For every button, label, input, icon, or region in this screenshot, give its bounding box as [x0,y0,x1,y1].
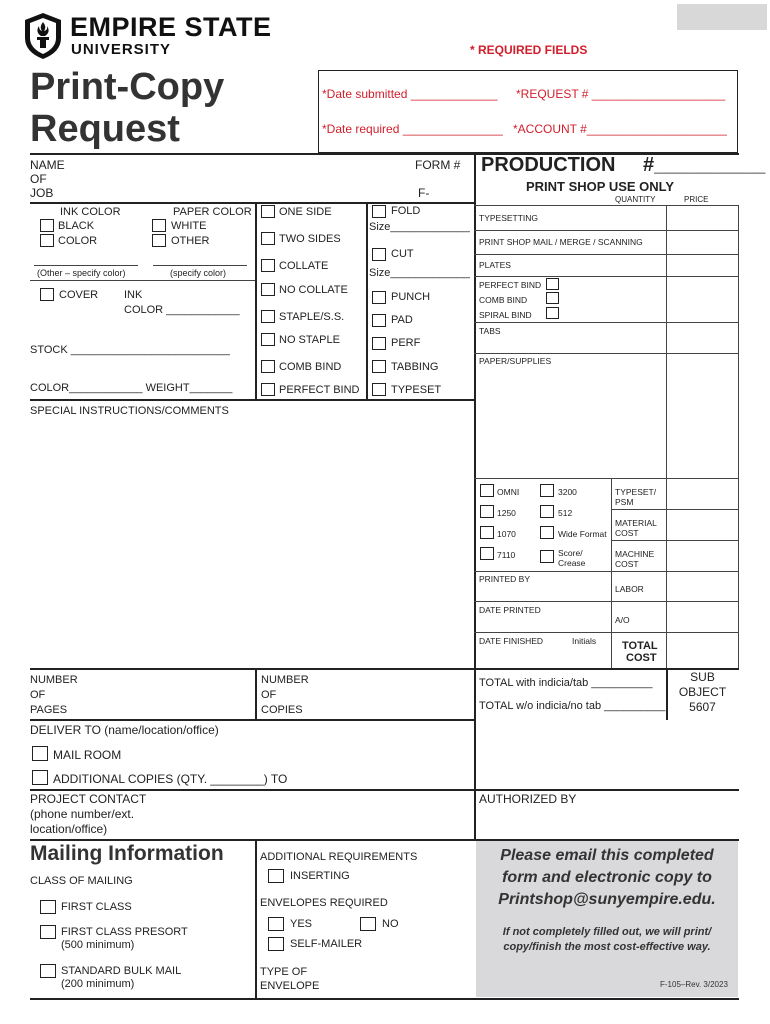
rule-bottom [30,998,739,1000]
date-required-field[interactable]: *Date required _______________ [322,122,503,136]
512-checkbox[interactable] [540,505,554,518]
collate-checkbox[interactable] [261,259,275,272]
7110-checkbox[interactable] [480,547,494,560]
fold-label: FOLD [391,205,421,217]
total-label2: COST [626,652,657,664]
punch-label: PUNCH [391,291,431,303]
omni-checkbox[interactable] [480,484,494,497]
number-of-pages-label: NUMBER OF PAGES [30,674,78,716]
1250-label: 1250 [497,508,516,518]
ao-label: A/O [615,615,630,625]
total-no-indicia-field[interactable]: TOTAL w/o indicia/no tab __________ [479,700,666,712]
total-indicia-field[interactable]: TOTAL with indicia/tab __________ [479,677,653,689]
first-class-presort-checkbox[interactable] [40,925,56,939]
yes-checkbox[interactable] [268,917,284,931]
production-title: PRODUCTION [481,154,616,176]
right-border [738,205,739,668]
envelopes-required-label: ENVELOPES REQUIRED [260,897,388,909]
mailing-title: Mailing Information [30,842,224,865]
prod-header-line [474,205,739,206]
cut-label: CUT [391,248,414,260]
rule-contact-top [30,789,739,791]
logo-icon [24,12,62,60]
self-mailer-label: SELF-MAILER [290,938,363,950]
two-sides-checkbox[interactable] [261,232,275,245]
mail-room-checkbox[interactable] [32,746,48,761]
corner-box [677,4,767,30]
pad-label: PAD [391,314,413,326]
date-submitted-field[interactable]: *Date submitted _____________ [322,87,498,101]
date-finished-label: DATE FINISHED [479,636,544,646]
material-label2: COST [615,528,639,538]
machine-label1: MACHINE [615,549,655,559]
typeset-checkbox[interactable] [372,383,386,396]
perfect-bind-label: PERFECT BIND [279,384,360,396]
ink-color-field[interactable]: COLOR ____________ [124,304,240,316]
cut-checkbox[interactable] [372,248,386,261]
no-checkbox[interactable] [360,917,376,931]
production-number[interactable]: #__________ [643,154,766,176]
score-crease-checkbox[interactable] [540,550,554,563]
ink-label: INK [124,289,143,301]
shop-use-label: PRINT SHOP USE ONLY [526,179,675,194]
spiral-bind-prod-checkbox[interactable] [546,307,559,319]
white-checkbox[interactable] [152,219,166,232]
fold-size-field[interactable]: Size_____________ [369,221,470,233]
rule-col2 [366,202,368,400]
first-class-presort-label: FIRST CLASS PRESORT [61,926,188,938]
color-divider [30,280,255,281]
email-address[interactable]: Printshop@sunyempire.edu. [498,891,716,908]
staple-s-s-checkbox[interactable] [261,310,275,323]
mail-room-label: MAIL ROOM [53,748,122,762]
other-color-line[interactable] [34,265,138,266]
ink-color-label: INK COLOR [60,206,121,218]
prod-line-5 [474,353,739,354]
specify-color-label: (specify color) [170,268,227,278]
required-fields: * REQUIRED FIELDS [470,43,588,57]
rule-col1 [255,202,257,400]
rule-name-bottom [30,202,474,204]
inserting-checkbox[interactable] [268,869,284,883]
labor-label: LABOR [615,584,644,594]
comb-bind-checkbox[interactable] [261,360,275,373]
sub-object-label: SUB OBJECT 5607 [678,670,727,714]
prod-line-7 [474,571,739,572]
tabbing-label: TABBING [391,361,439,373]
email-instruction: Please email this completed form and electronic copy to Printshop@sunyempire.edu. [476,845,738,911]
collate-label: COLLATE [279,260,329,272]
paper-supplies-label: PAPER/SUPPLIES [479,356,552,366]
cost-value-line [666,478,667,668]
color-label: COLOR [58,235,98,247]
3200-label: 3200 [558,487,577,497]
cut-size-field[interactable]: Size_____________ [369,267,470,279]
perf-label: PERF [391,337,421,349]
cover-checkbox[interactable] [40,288,54,301]
no-collate-checkbox[interactable] [261,283,275,296]
initials-label: Initials [572,636,597,646]
form-f-label[interactable]: F- [418,186,430,200]
one-side-label: ONE SIDE [279,206,332,218]
rule-top [30,153,739,155]
typeset-psm-label1: TYPESET/ [615,487,657,497]
presort-minimum-label: (500 minimum) [61,939,135,951]
prod-line-6 [474,478,739,479]
paper-color-label: PAPER COLOR [173,206,252,218]
total-label1: TOTAL [622,640,658,652]
prod-line-9 [474,632,739,633]
authorized-by-label: AUTHORIZED BY [479,792,577,806]
omni-label: OMNI [497,487,520,497]
machine-label2: COST [615,559,639,569]
first-class-checkbox[interactable] [40,900,56,914]
prod-line-3 [474,276,739,277]
rule-options-bottom [30,399,474,401]
prod-line-2 [474,254,739,255]
specify-color-line[interactable] [153,265,247,266]
rule-special-bottom [30,668,739,670]
qty-column-line [666,205,667,478]
rule-counts-bottom [30,719,474,721]
request-number-field[interactable]: *REQUEST # ____________________ [516,87,726,101]
standard-bulk-label: STANDARD BULK MAIL [61,965,182,977]
1070-checkbox[interactable] [480,526,494,539]
tabs-label: TABS [479,326,501,336]
cover-label: COVER [59,289,99,301]
white-label: WHITE [171,220,207,232]
rule-pages-copies [255,668,257,720]
two-sides-label: TWO SIDES [279,233,341,245]
1250-checkbox[interactable] [480,505,494,518]
standard-bulk-checkbox[interactable] [40,964,56,978]
email-note: If not completely filled out, we will print/ copy/finish the most cost-effective way. [502,926,712,953]
prod-line-4 [474,322,739,323]
black-label: BLACK [58,220,95,232]
no-staple-checkbox[interactable] [261,333,275,346]
price-header: PRICE [684,195,709,204]
black-checkbox[interactable] [40,219,54,232]
color-weight-field[interactable]: COLOR____________ WEIGHT_______ [30,382,233,394]
additional-copies-field[interactable]: ADDITIONAL COPIES (QTY. ________) TO [53,772,288,786]
score-label: Score/ [558,548,583,558]
perfect-bind-prod-checkbox[interactable] [546,278,559,290]
perf-checkbox[interactable] [372,337,386,350]
bulk-minimum-label: (200 minimum) [61,978,135,990]
crease-label: Crease [558,558,586,568]
rule-main-vertical [474,153,476,840]
additional-copies-checkbox[interactable] [32,770,48,785]
staple-s-s-label: STAPLE/S.S. [279,311,345,323]
request-box [318,70,738,153]
inserting-label: INSERTING [290,870,350,882]
self-mailer-checkbox[interactable] [268,937,284,951]
perfect-bind-checkbox[interactable] [261,383,275,396]
first-class-label: FIRST CLASS [61,901,132,913]
logo-sub-text: UNIVERSITY [71,41,172,58]
form-number-label: FORM # [415,158,461,172]
material-label1: MATERIAL [615,518,657,528]
page-title-line2: Request [30,108,180,150]
number-of-copies-label: NUMBER OF COPIES [261,674,309,716]
wide-format-label: Wide Format [558,529,607,539]
comb-bind-label: COMB BIND [479,295,528,305]
punch-checkbox[interactable] [372,291,386,304]
7110-label: 7110 [497,550,516,560]
plates-label: PLATES [479,260,511,270]
page-title-line1: Print-Copy [30,66,225,108]
other-checkbox[interactable] [152,234,166,247]
comb-bind-prod-checkbox[interactable] [546,292,559,304]
prod-line-1 [474,230,739,231]
typeset-label: TYPESET [391,384,442,396]
mail-merge-label: PRINT SHOP MAIL / MERGE / SCANNING [479,237,643,247]
cost-line-1 [611,509,739,510]
type-of-envelope-label: TYPE OF ENVELOPE [260,966,320,992]
other-specify-label: (Other – specify color) [37,268,126,278]
account-number-field[interactable]: *ACCOUNT #_____________________ [513,122,727,136]
revision-label: F-105–Rev. 3/2023 [660,980,728,989]
pad-checkbox[interactable] [372,314,386,327]
typesetting-label: TYPESETTING [479,213,539,223]
special-instructions-label: SPECIAL INSTRUCTIONS/COMMENTS [30,405,229,417]
stock-field[interactable]: STOCK __________________________ [30,344,230,356]
color-checkbox[interactable] [40,234,54,247]
cost-column-line [611,478,612,668]
typeset-psm-label2: PSM [615,497,634,507]
one-side-checkbox[interactable] [261,205,275,218]
printed-by-label: PRINTED BY [479,574,531,584]
512-label: 512 [558,508,573,518]
no-label: NO [382,918,399,930]
name-label: NAME OF JOB [30,158,65,200]
additional-requirements-label: ADDITIONAL REQUIREMENTS [260,851,418,863]
yes-label: YES [290,918,313,930]
quantity-header: QUANTITY [615,195,656,204]
spiral-bind-label: SPIRAL BIND [479,310,532,320]
prod-line-8 [474,601,739,602]
perfect-bind-label: PERFECT BIND [479,280,542,290]
1070-label: 1070 [497,529,516,539]
no-collate-label: NO COLLATE [279,284,348,296]
project-contact-label: PROJECT CONTACT (phone number/ext. location/office) [30,792,147,836]
rule-mailing-col [255,839,257,999]
comb-bind-label: COMB BIND [279,361,342,373]
deliver-to-label: DELIVER TO (name/location/office) [30,723,219,737]
date-printed-label: DATE PRINTED [479,605,541,615]
other-label: OTHER [171,235,210,247]
tabbing-checkbox[interactable] [372,360,386,373]
cost-line-2 [611,540,739,541]
3200-checkbox[interactable] [540,484,554,497]
class-of-mailing-label: CLASS OF MAILING [30,875,133,887]
fold-checkbox[interactable] [372,205,386,218]
wide-format-checkbox[interactable] [540,526,554,539]
logo-main-text: EMPIRE STATE [70,12,272,42]
no-staple-label: NO STAPLE [279,334,340,346]
